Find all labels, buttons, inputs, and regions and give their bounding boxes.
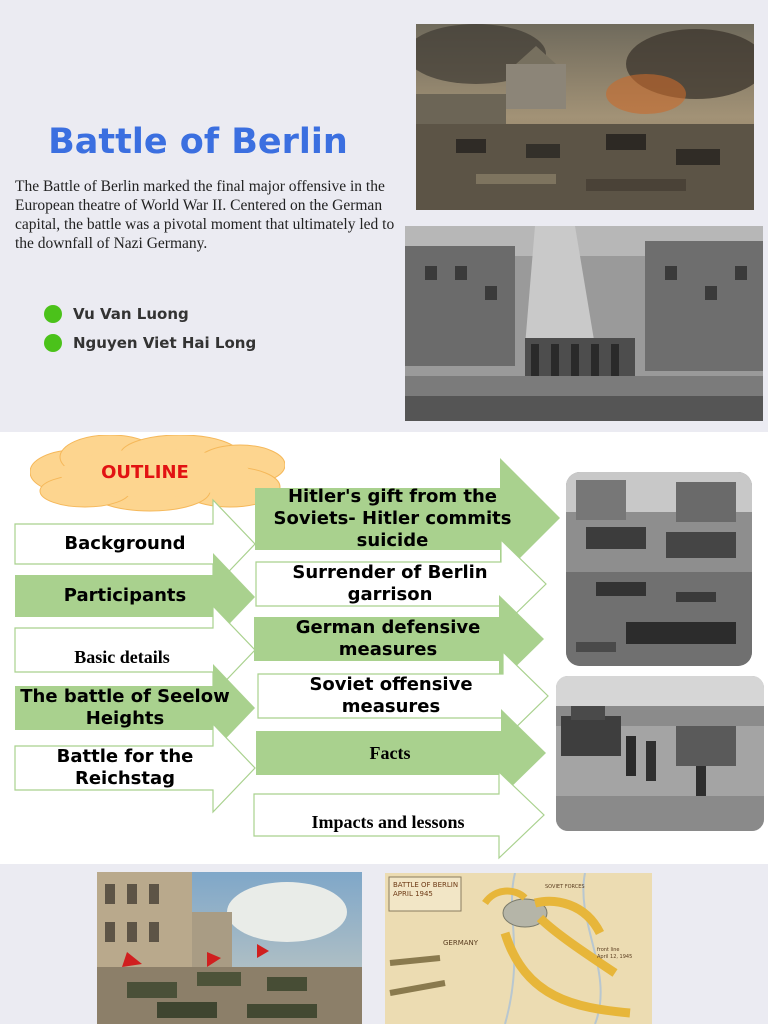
author-name: Vu Van Luong (73, 305, 189, 323)
outline-item-label: Battle for the Reichstag (56, 746, 194, 789)
outline-item-label: Basic details (74, 647, 170, 667)
battle-aftermath-photo (566, 472, 752, 666)
soviet-troops-photo (556, 676, 764, 831)
author-item (44, 303, 189, 325)
intro-paragraph: The Battle of Berlin marked the final major offensive in the European theatre of World War II. Centered on the German capital, the battle was a pivotal moment that ultimately led to the downfall of Nazi Germany. (15, 178, 395, 252)
ruined-berlin-photo (405, 226, 763, 421)
outline-item-label: The battle of Seelow Heights (20, 686, 230, 729)
outline-item-label: German defensive measures (295, 617, 481, 660)
map-title: BATTLE OF BERLIN (393, 881, 459, 889)
page-title: Battle of Berlin (48, 122, 348, 162)
author-item (44, 332, 256, 354)
outline-item-label: Facts (369, 743, 411, 763)
map-forces-label: SOVIET FORCES (545, 884, 585, 890)
outline-item-label: Hitler's gift from the Soviets- Hitler commits suicide (273, 486, 512, 551)
outline-item-label: Impacts and lessons (311, 812, 465, 832)
outline-item-reichstag[interactable] (15, 724, 255, 812)
outline-item-label: Participants (63, 585, 187, 606)
map-country-label: GERMANY (443, 939, 479, 947)
tank-painting-image (97, 872, 362, 1024)
outline-item-label: Surrender of Berlin garrison (292, 562, 488, 605)
author-name: Nguyen Viet Hai Long (73, 334, 257, 352)
map-front-line-label: front line (597, 947, 620, 953)
battle-painting-image (416, 24, 754, 210)
bullet-icon (44, 334, 62, 352)
map-front-line-date: April 12, 1945 (597, 954, 633, 960)
outline-item-impacts[interactable] (254, 772, 544, 858)
bullet-icon (44, 305, 62, 323)
outline-item-label: Background (64, 533, 186, 554)
map-subtitle: APRIL 1945 (393, 890, 433, 898)
battle-map-image (385, 873, 652, 1024)
outline-heading: OUTLINE (101, 461, 189, 483)
outline-item-label: Soviet offensive measures (309, 674, 473, 717)
